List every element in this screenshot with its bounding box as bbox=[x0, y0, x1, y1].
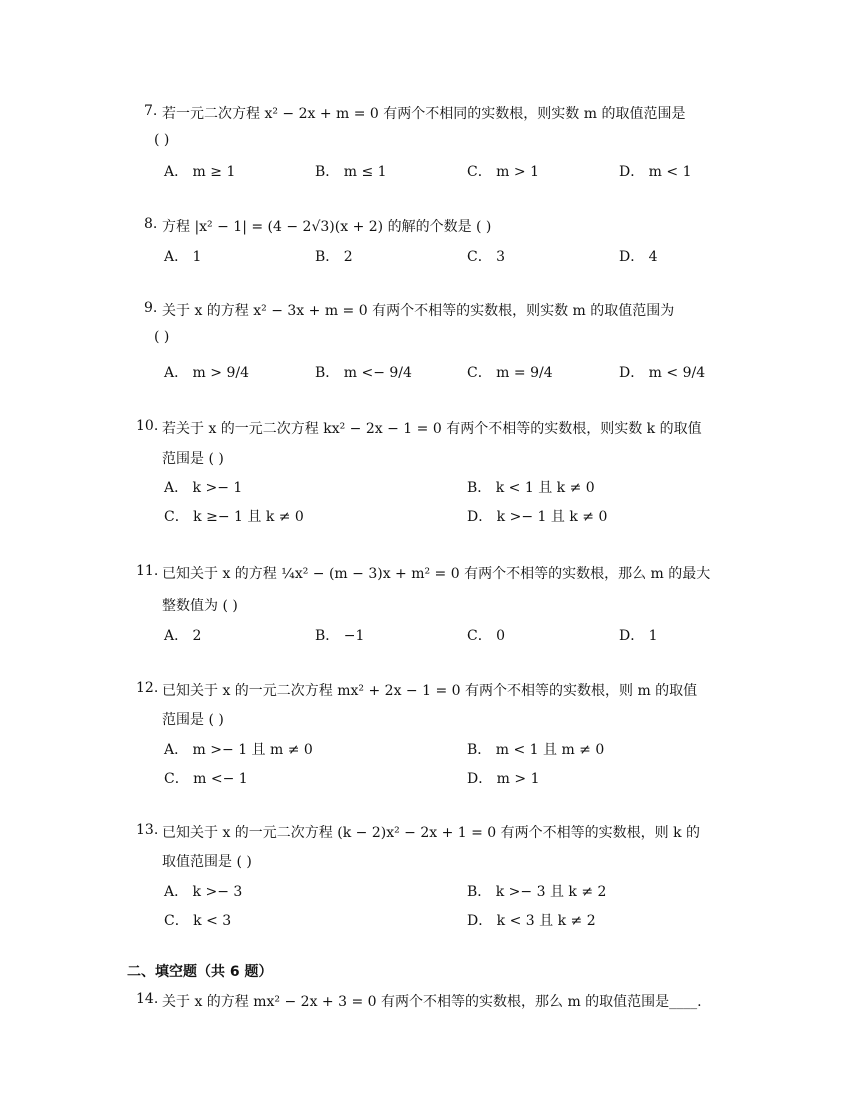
option-b: B． k >− 3 且 k ≠ 2 bbox=[467, 884, 607, 900]
question-text: 已知关于 x 的一元二次方程 (k − 2)x² − 2x + 1 = 0 有两个不相等的实数根，则 k 的 bbox=[162, 825, 701, 841]
option-a: A． m ≥ 1 bbox=[164, 164, 236, 180]
option-b: B． m <− 9/4 bbox=[315, 365, 412, 381]
option-d: D． m < 9/4 bbox=[619, 365, 706, 381]
option-c: C． m <− 1 bbox=[164, 771, 248, 787]
answer-bracket: ( ) bbox=[154, 329, 170, 345]
question-number: 8. bbox=[144, 216, 158, 232]
option-a: A． m >− 1 且 m ≠ 0 bbox=[164, 742, 313, 758]
option-d: D． 1 bbox=[619, 628, 658, 644]
question-text: 已知关于 x 的一元二次方程 mx² + 2x − 1 = 0 有两个不相等的实数根，则 m 的取值 bbox=[162, 683, 698, 699]
question-number: 12. bbox=[136, 680, 159, 696]
option-d: D． 4 bbox=[619, 249, 658, 265]
option-b: B． −1 bbox=[315, 628, 365, 644]
option-a: A． 2 bbox=[164, 628, 202, 644]
question-text: 若一元二次方程 x² − 2x + m = 0 有两个不相同的实数根，则实数 m 的取值范围是 bbox=[162, 106, 686, 122]
question-text: 方程 |x² − 1| = (4 − 2√3)(x + 2) 的解的个数是 ( ) bbox=[162, 219, 492, 235]
option-a: A． m > 9/4 bbox=[164, 365, 249, 381]
option-b: B． m < 1 且 m ≠ 0 bbox=[467, 742, 605, 758]
answer-bracket: ( ) bbox=[154, 132, 170, 148]
option-c: C． m > 1 bbox=[467, 164, 539, 180]
option-a: A． 1 bbox=[164, 249, 202, 265]
option-c: C． k ≥− 1 且 k ≠ 0 bbox=[164, 509, 304, 525]
option-c: C． m = 9/4 bbox=[467, 365, 553, 381]
question-number: 13. bbox=[136, 822, 159, 838]
question-text-cont: 整数值为 ( ) bbox=[162, 598, 238, 614]
option-d: D． k >− 1 且 k ≠ 0 bbox=[467, 509, 608, 525]
option-a: A． k >− 3 bbox=[164, 884, 243, 900]
option-b: B． m ≤ 1 bbox=[315, 164, 387, 180]
question-text: 若关于 x 的一元二次方程 kx² − 2x − 1 = 0 有两个不相等的实数根，则实数 k 的取值 bbox=[162, 421, 702, 437]
option-a: A． k >− 1 bbox=[164, 480, 243, 496]
option-c: C． 0 bbox=[467, 628, 506, 644]
question-text: 关于 x 的方程 x² − 3x + m = 0 有两个不相等的实数根，则实数 m 的取值范围为 bbox=[162, 303, 675, 319]
question-text: 关于 x 的方程 mx² − 2x + 3 = 0 有两个不相等的实数根，那么 m 的取值范围是____. bbox=[162, 994, 702, 1010]
question-number: 9. bbox=[144, 300, 158, 316]
option-d: D． m < 1 bbox=[619, 164, 692, 180]
question-text-cont: 范围是 ( ) bbox=[162, 712, 224, 728]
option-d: D． k < 3 且 k ≠ 2 bbox=[467, 913, 596, 929]
question-number: 7. bbox=[144, 103, 158, 119]
question-number: 10. bbox=[136, 418, 159, 434]
question-text-cont: 取值范围是 ( ) bbox=[162, 854, 252, 870]
option-b: B． 2 bbox=[315, 249, 353, 265]
question-text-cont: 范围是 ( ) bbox=[162, 451, 224, 467]
question-text: 已知关于 x 的方程 ¼x² − (m − 3)x + m² = 0 有两个不相等的实数根，那么 m 的最大 bbox=[162, 566, 711, 582]
question-number: 14. bbox=[136, 991, 159, 1007]
option-d: D． m > 1 bbox=[467, 771, 540, 787]
question-number: 11. bbox=[136, 563, 159, 579]
option-c: C． k < 3 bbox=[164, 913, 232, 929]
option-c: C． 3 bbox=[467, 249, 506, 265]
section-title: 二、填空题（共 6 题） bbox=[127, 964, 273, 980]
option-b: B． k < 1 且 k ≠ 0 bbox=[467, 480, 595, 496]
